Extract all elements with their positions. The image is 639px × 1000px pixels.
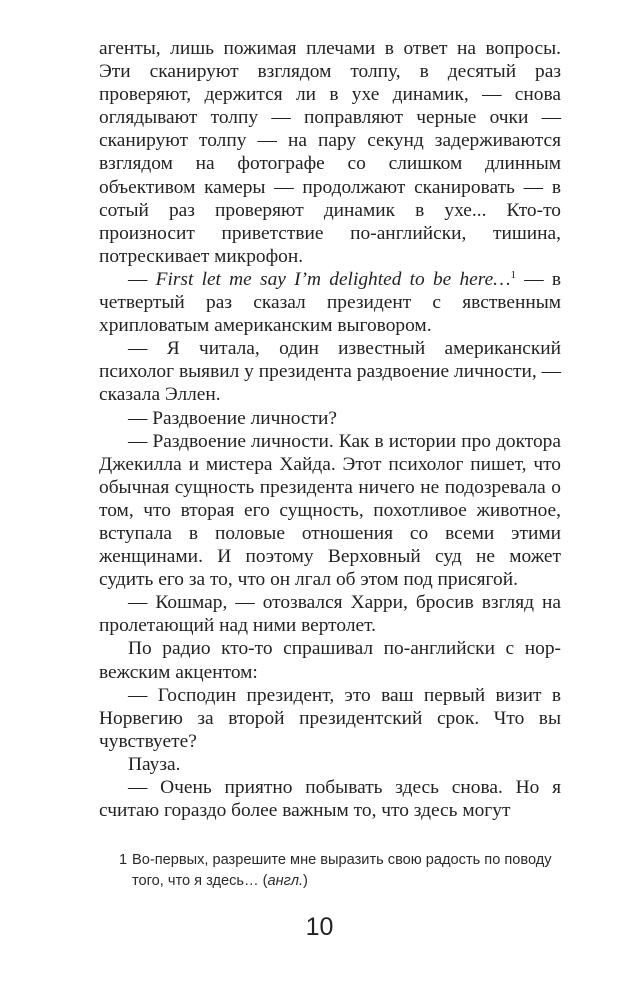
- paragraph: [99, 591, 561, 637]
- footnote-reference[interactable]: 1: [510, 268, 516, 281]
- paragraph-text: — Очень приятно побывать здесь снова. Но я считаю гораздо более важным то, что здесь могут: [99, 777, 561, 822]
- footnote-number: 1: [119, 852, 128, 868]
- footnote-language-note: англ.: [267, 872, 303, 889]
- english-quote: First let me say I’m delighted to be here…: [155, 268, 511, 290]
- paragraph-text: По радио кто-то спрашивал по-английски с норвежским акцентом:: [99, 638, 561, 683]
- paragraph-text: агенты, лишь пожимая плечами в ответ на вопросы. Эти сканируют взглядом толпу, в десятый раз проверяют, держится ли в ухе динамик, — снова оглядывают толпу — поправляют черные очки — сканируют толпу — на пару секунд задерживаются взглядом на фотографе со слишком длинным объективом камеры — продолжают сканировать — в сотый раз проверяют динамик в ухе... Кто-то произносит приветствие по-английски, тишина, потрескивает микрофон.: [99, 38, 561, 267]
- dash-prefix: —: [128, 268, 156, 290]
- paragraph-text: Пауза.: [128, 753, 181, 775]
- footnote: [119, 850, 552, 891]
- paragraph-text: — Раздвоение личности?: [128, 407, 337, 429]
- paragraph: [99, 407, 561, 430]
- paragraph: [99, 430, 561, 592]
- paragraph: [99, 337, 561, 406]
- paragraph-text: — Господин президент, это ваш первый визит в Норвегию за второй президентский срок. Что вы чувствуете?: [99, 684, 561, 752]
- footnote-closing-paren: ): [303, 872, 308, 889]
- paragraph: [99, 268, 561, 337]
- paragraph: [99, 684, 561, 753]
- paragraph: [99, 753, 561, 776]
- footnote-text: Во-первых, разрешите мне выразить свою радость по поводу того, что я здесь… (: [132, 852, 552, 889]
- paragraph-text: — в четвертый раз сказал президент с явственным хрипловатым американским выговором.: [99, 268, 561, 337]
- paragraph: [99, 776, 561, 822]
- main-text: [99, 37, 561, 822]
- paragraph: [99, 37, 561, 268]
- paragraph-text: — Кошмар, — отозвался Харри, бросив взгляд на пролетающий над ними вертолет.: [99, 592, 561, 637]
- paragraph: [99, 637, 561, 683]
- paragraph-text: — Я читала, один известный американский психолог выявил у президента раздвоение личности, — сказала Эллен.: [99, 338, 561, 406]
- page-number: 10: [305, 913, 334, 941]
- paragraph-text: — Раздвоение личности. Как в истории про доктора Джекилла и мистера Хайда. Этот психолог пишет, что обычная сущность президента ничего не подозревала о том, что вторая его сущность, похотливое животное, вступала в половые отношения со всеми этими женщинами. И поэтому Верховный суд не может судить его за то, что он лгал об этом под присягой.: [99, 430, 561, 591]
